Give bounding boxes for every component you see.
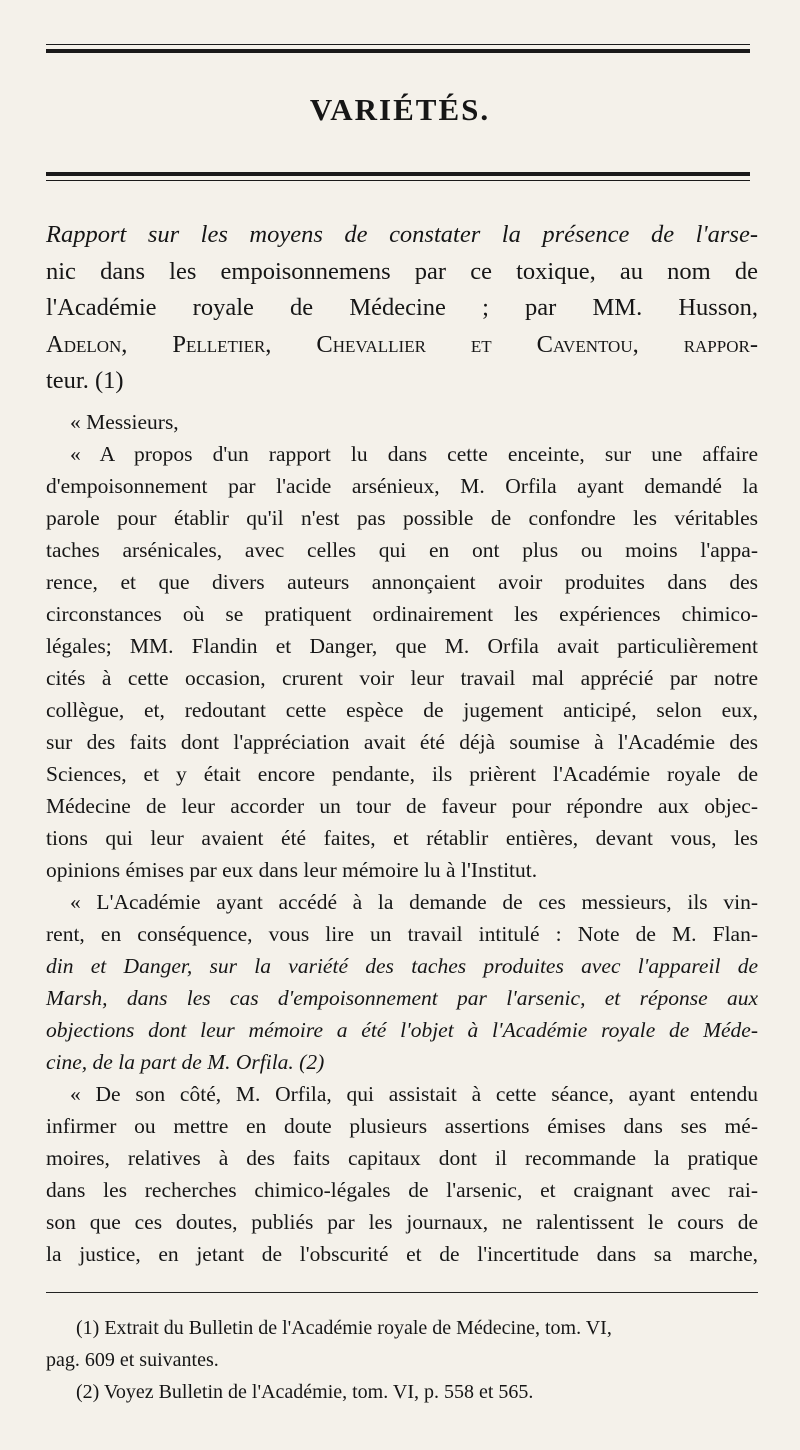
body-line: Marsh, dans les cas d'empoisonnement par l'arsenic, et réponse aux (46, 986, 758, 1010)
body-line: opinions émises par eux dans leur mémoire lu à l'Institut. (46, 858, 538, 882)
footnotes (46, 1312, 758, 1408)
header-rule-top-thin (46, 44, 750, 45)
body-line: légales; MM. Flandin et Danger, que M. Orfila avait particulièrement (46, 634, 758, 658)
body-text (46, 406, 758, 1270)
body-line: Sciences, et y était encore pendante, ils prièrent l'Académie royale de (46, 762, 758, 786)
header-rule-bottom-thick (46, 172, 750, 176)
footnote-rule (46, 1292, 758, 1293)
body-line: Médecine de leur accorder un tour de faveur pour répondre aux objec- (46, 794, 758, 818)
footnote-2: (2) Voyez Bulletin de l'Académie, tom. VI, p. 558 et 565. (76, 1381, 534, 1403)
body-line: dans les recherches chimico-légales de l'arsenic, et craignant avec rai- (46, 1178, 758, 1202)
body-line: son que ces doutes, publiés par les journaux, ne ralentissent le cours de (46, 1210, 758, 1234)
body-line: rent, en conséquence, vous lire un travail intitulé : Note de M. Flan- (46, 922, 758, 946)
body-line: tions qui leur avaient été faites, et rétablir entières, devant vous, les (46, 826, 758, 850)
body-line: « A propos d'un rapport lu dans cette enceinte, sur une affaire (70, 442, 758, 466)
body-line: infirmer ou mettre en doute plusieurs assertions émises dans ses mé- (46, 1114, 758, 1138)
header-rule-top-thick (46, 49, 750, 53)
footnote-1: (1) Extrait du Bulletin de l'Académie royale de Médecine, tom. VI, (76, 1317, 612, 1339)
body-line: din et Danger, sur la variété des taches produites avec l'appareil de (46, 954, 758, 978)
body-line: parole pour établir qu'il n'est pas possible de confondre les véritables (46, 506, 758, 530)
body-line: taches arsénicales, avec celles qui en ont plus ou moins l'appa- (46, 538, 758, 562)
section-title: VARIÉTÉS. (309, 92, 491, 127)
title-line: Rapport sur les moyens de constater la présence de l'arse- (46, 221, 758, 248)
body-line: collègue, et, redoutant cette espèce de jugement anticipé, selon eux, (46, 698, 758, 722)
body-line: rence, et que divers auteurs annonçaient avoir produites dans des (46, 570, 758, 594)
body-line: cités à cette occasion, crurent voir leur travail mal apprécié par notre (46, 666, 758, 690)
body-line: objections dont leur mémoire a été l'objet à l'Académie royale de Méde- (46, 1018, 758, 1042)
body-line: la justice, en jetant de l'obscurité et de l'incertitude dans sa marche, (46, 1242, 758, 1266)
report-title (46, 217, 758, 400)
body-line: « L'Académie ayant accédé à la demande de ces messieurs, ils vin- (70, 890, 758, 914)
body-line: d'empoisonnement par l'acide arsénieux, M. Orfila ayant demandé la (46, 474, 758, 498)
footnote-1-continued: pag. 609 et suivantes. (46, 1349, 219, 1371)
body-line: « De son côté, M. Orfila, qui assistait à cette séance, ayant entendu (70, 1082, 758, 1106)
body-line: cine, de la part de M. Orfila. (2) (46, 1050, 325, 1074)
header-rule-bottom-thin (46, 180, 750, 181)
title-line: teur. (1) (46, 367, 124, 394)
title-line: Adelon, Pelletier, Chevallier et Caventou, rappor- (46, 330, 758, 358)
title-line: l'Académie royale de Médecine ; par MM. Husson, (46, 294, 758, 321)
body-line: moires, relatives à des faits capitaux dont il recommande la pratique (46, 1146, 758, 1170)
body-line: circonstances où se pratiquent ordinairement les expériences chimico- (46, 602, 758, 626)
body-line: sur des faits dont l'appréciation avait été déjà soumise à l'Académie des (46, 730, 758, 754)
title-line: nic dans les empoisonnemens par ce toxique, au nom de (46, 257, 758, 285)
body-line: « Messieurs, (70, 410, 179, 434)
